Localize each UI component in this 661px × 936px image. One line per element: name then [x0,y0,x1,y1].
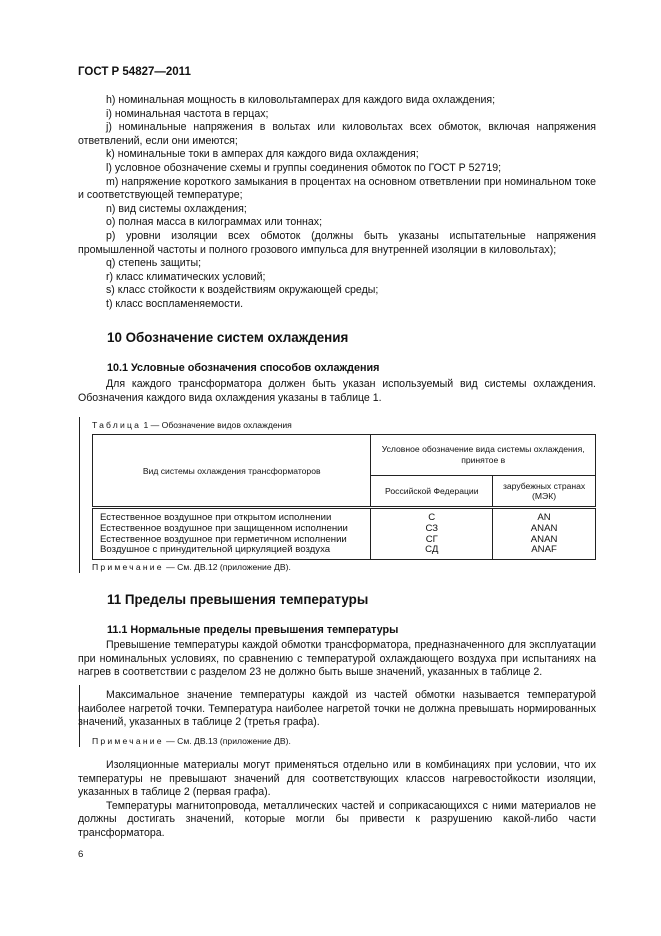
table-row-ru-code: СД [425,544,439,556]
list-item: m) напряжение короткого замыкания в процентах на основном ответвлении при номинальном токе и соответствующей температуре; [78,175,596,202]
list-item: r) класс климатических условий; [106,270,266,283]
note-text: — См. ДВ.12 (приложение ДВ). [163,562,291,572]
paragraph: Максимальное значение температуры каждой из частей обмотки называется температурой наиболее нагретой точки. Температура наиболее нагретой точки не должна превышать нормированных значений, указанных в таблице 2 (третья графа). [78,689,596,729]
col-header-cooling-type: Вид системы охлаждения трансформаторов [93,435,371,508]
paragraph: Для каждого трансформатора должен быть указан используемый вид системы охлаждения. Обозначения каждого вида охлаждения указаны в таблице 1. [78,378,596,404]
section-11-heading: 11 Пределы превышения температуры [107,592,369,607]
table-cell-types [93,508,371,560]
section-11-note [92,736,291,746]
section-10-1-text [78,378,596,405]
caption-text: 1 — Обозначение видов охлаждения [141,420,292,430]
table-row-iec-code: ANAN [530,533,558,545]
section-10-heading: 10 Обозначение систем охлаждения [107,330,349,345]
note-label: Примечание [92,736,164,746]
list-item: n) вид системы охлаждения; [106,202,247,215]
list-item: j) номинальные напряжения в вольтах или киловольтах всех обмоток, включая напряжения ответвлений, если они имеются; [78,121,596,147]
table-row-iec-code: ANAN [530,522,558,534]
section-11-1-para3-4 [78,759,596,841]
table-row-type: Естественное воздушное при открытом исполнении [100,512,332,523]
page-number: 6 [78,849,84,860]
paragraph: Температуры магнитопровода, металлических частей и соприкасающихся с ними материалов не должны достигать значений, которые могли бы привести к разрушению какой-либо части трансформатора. [78,799,596,839]
table-1-caption [92,420,292,430]
col-header-iec: зарубежных странах (МЭК) [493,476,596,508]
list-item: k) номинальные токи в амперах для каждого вида охлаждения; [106,148,419,161]
table-1-note [92,562,291,572]
note-label: Примечание [92,562,164,572]
section-10-1-heading: 10.1 Условные обозначения способов охлаждения [107,362,380,374]
col-header-russia: Российской Федерации [371,476,493,508]
table-row-ru-code: С [428,512,436,523]
table-row-type: Естественное воздушное при защищенном исполнении [100,522,348,534]
table-row-type: Воздушное с принудительной циркуляцией воздуха [100,544,331,556]
list-item: l) условное обозначение схемы и группы соединения обмоток по ГОСТ Р 52719; [106,161,502,174]
caption-label: Таблица [92,420,142,430]
table-cell-ru-codes [371,508,493,560]
paragraph: Превышение температуры каждой обмотки трансформатора, предназначенного для эксплуатации при номинальных условиях, по сравнению с температурой охлаждающего воздуха при испытаниях на нагрев в соответствии с разделом 23 не должно быть выше значений, указанных в таблице 2. [78,639,596,679]
note-text: — См. ДВ.13 (приложение ДВ). [163,736,291,746]
table-row-iec-code: AN [537,512,551,523]
change-bar [79,417,80,573]
table-row-ru-code: СГ [425,533,438,545]
cooling-designations-table [92,434,596,560]
group-header-designation: Условное обозначение вида системы охлаждения, принятое в [371,435,596,476]
table-row-iec-code: ANAF [531,544,557,556]
section-11-1-heading: 11.1 Нормальные пределы превышения температуры [107,624,399,636]
table-cell-iec-codes [493,508,596,560]
list-item: s) класс стойкости к воздействиям окружающей среды; [106,284,379,297]
paragraph: Изоляционные материалы могут применяться отдельно или в комбинациях при условии, что их температуры не превышают значений для соответствующих классов нагревостойкости изоляции, указанных в таблице 2 (первая графа). [78,759,596,799]
list-item: o) полная масса в килограммах или тоннах; [106,216,323,229]
list-item: t) класс воспламеняемости. [106,297,244,310]
requirements-list [78,94,596,312]
list-item: h) номинальная мощность в киловольтамперах для каждого вида охлаждения; [106,94,496,106]
list-item: i) номинальная частота в герцах; [106,107,269,120]
section-11-1-para2 [78,689,596,730]
table-row-type: Естественное воздушное при герметичном исполнении [100,533,347,545]
section-11-1-para1 [78,639,596,680]
list-item: q) степень защиты; [106,257,202,270]
list-item: p) уровни изоляции всех обмоток (должны быть указаны испытательные напряжения промышленной частоты и полного грозового импульса для внутренней изоляции в киловольтах); [78,229,596,256]
document-header: ГОСТ Р 54827—2011 [78,66,191,78]
table-row-ru-code: СЗ [425,522,439,534]
